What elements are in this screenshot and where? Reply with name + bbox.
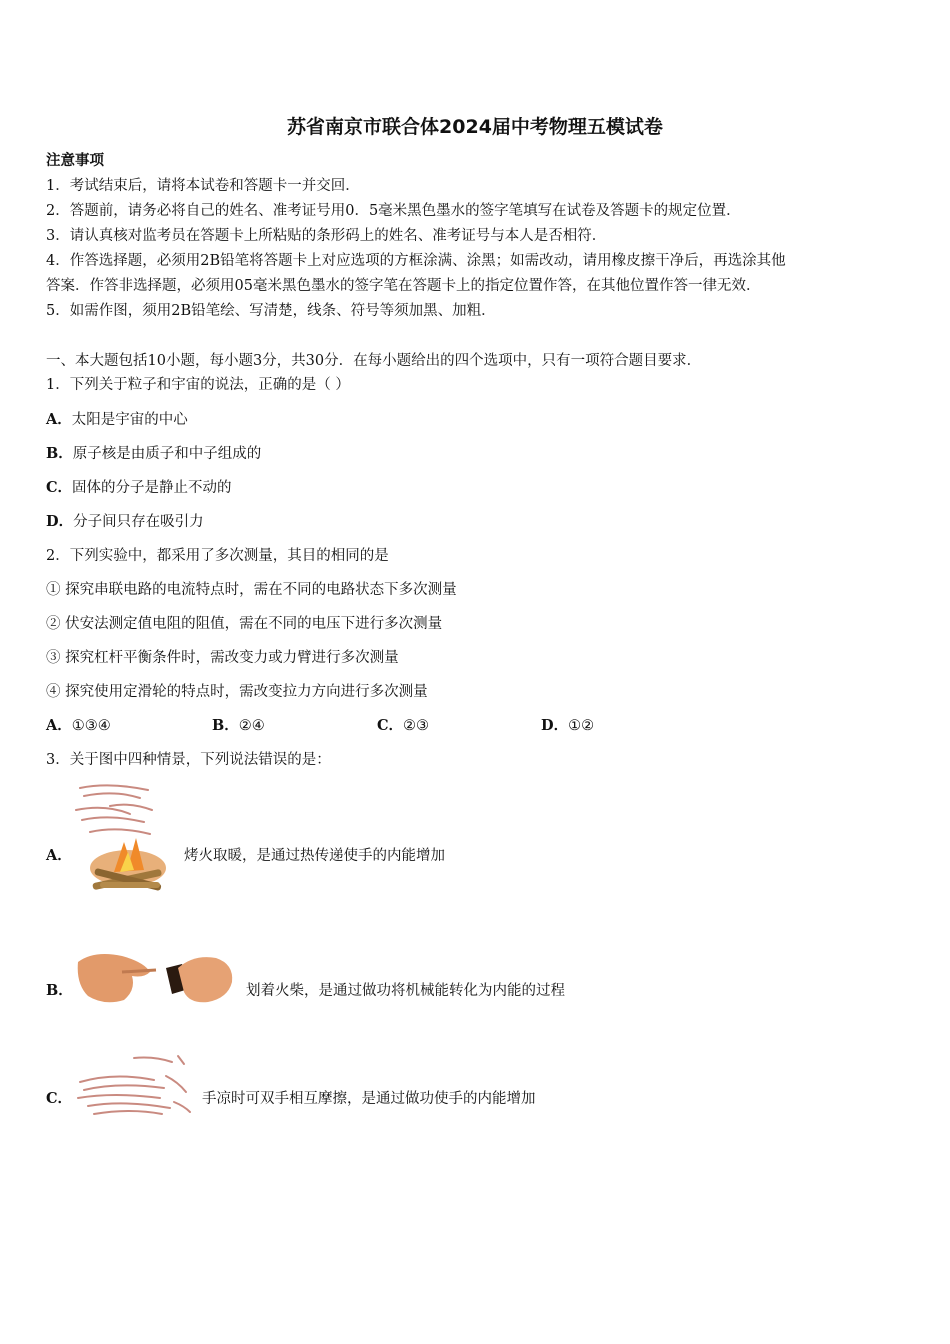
notice-item: 2．答题前，请务必将自己的姓名、准考证号用0．5毫米黑色墨水的签字笔填写在试卷及答题卡的规定位置． [46, 203, 741, 219]
option-text: 固体的分子是静止不动的 [72, 480, 232, 496]
option-text: 手凉时可双手相互摩擦，是通过做功使手的内能增加 [202, 1091, 536, 1107]
rubbing-hands-image [74, 1052, 196, 1122]
option-text: 原子核是由质子和中子组成的 [72, 446, 262, 462]
q2-item: ④ 探究使用定滑轮的特点时，需改变拉力方向进行多次测量 [46, 684, 428, 700]
option-text: ①② [568, 718, 595, 734]
option-letter: C． [46, 1090, 73, 1107]
option-text: ②③ [403, 718, 430, 734]
q2-item: ① 探究串联电路的电流特点时，需在不同的电路状态下多次测量 [46, 582, 457, 598]
q1-option-a [46, 411, 188, 429]
option-text: 太阳是宇宙的中心 [71, 412, 188, 428]
option-letter: C． [377, 717, 404, 734]
q1-option-d [46, 513, 204, 531]
option-text: ①③④ [71, 718, 111, 734]
notice-item: 3．请认真核对监考员在答题卡上所粘贴的条形码上的姓名、准考证号与本人是否相符． [46, 228, 607, 244]
notice-item: 4．作答选择题，必须用2B铅笔将答题卡上对应选项的方框涂满、涂黑；如需改动，请用橡皮擦干净后，再选涂其他 [46, 253, 786, 269]
notice-heading: 注意事项 [46, 152, 104, 169]
campfire-hands-image [70, 780, 178, 896]
section-heading: 一、本大题包括10小题，每小题3分，共30分．在每小题给出的四个选项中，只有一项符合题目要求． [46, 353, 702, 369]
option-letter: D． [541, 717, 569, 734]
notice-item: 答案．作答非选择题，必须用05毫米黑色墨水的签字笔在答题卡上的指定位置作答，在其他位置作答一律无效． [46, 278, 761, 294]
question-2-stem: 2．下列实验中，都采用了多次测量，其目的相同的是 [46, 548, 389, 564]
option-letter: B． [46, 445, 73, 462]
question-1-stem: 1．下列关于粒子和宇宙的说法，正确的是（ ） [46, 377, 350, 393]
question-3-stem: 3．关于图中四种情景，下列说法错误的是： [46, 752, 331, 768]
option-text: ②④ [238, 718, 265, 734]
option-text: 划着火柴，是通过做功将机械能转化为内能的过程 [246, 983, 565, 999]
option-letter: A． [46, 411, 72, 428]
match-striking-image [74, 948, 236, 1006]
option-letter: D． [46, 513, 74, 530]
q2-option-a [46, 717, 111, 735]
q2-option-b [212, 717, 265, 735]
notice-item: 5．如需作图，须用2B铅笔绘、写清楚，线条、符号等须加黑、加粗． [46, 303, 496, 319]
q1-option-b [46, 445, 261, 463]
option-letter: A． [46, 717, 72, 734]
q1-option-c [46, 479, 232, 497]
notice-item: 1．考试结束后，请将本试卷和答题卡一并交回． [46, 178, 360, 194]
option-letter: C． [46, 479, 73, 496]
option-letter: B． [46, 982, 73, 999]
q2-option-c [377, 717, 429, 735]
option-text: 分子间只存在吸引力 [73, 514, 204, 530]
q2-item: ③ 探究杠杆平衡条件时，需改变力或力臂进行多次测量 [46, 650, 399, 666]
option-text: 烤火取暖，是通过热传递使手的内能增加 [184, 848, 445, 864]
option-letter: A． [46, 847, 72, 864]
option-letter: B． [212, 717, 239, 734]
page-title: 苏省南京市联合体2024届中考物理五模试卷 [287, 116, 663, 138]
q2-option-d [541, 717, 594, 735]
q2-item: ② 伏安法测定值电阻的阻值，需在不同的电压下进行多次测量 [46, 616, 443, 632]
